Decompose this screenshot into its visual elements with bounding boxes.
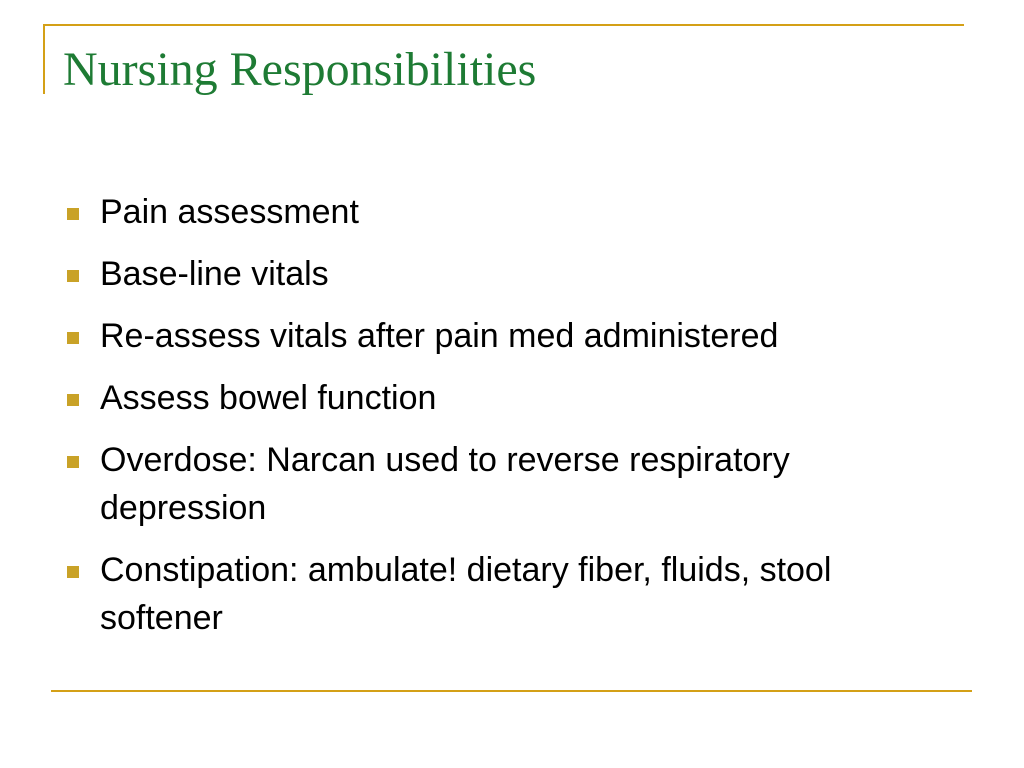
slide-title: Nursing Responsibilities <box>63 43 537 96</box>
bullet-item <box>62 250 962 298</box>
square-bullet-icon <box>67 332 79 344</box>
square-bullet-icon <box>67 270 79 282</box>
square-bullet-icon <box>67 566 79 578</box>
bullet-text: Re-assess vitals after pain med administered <box>100 317 779 355</box>
bullet-item <box>62 546 962 642</box>
square-bullet-icon <box>67 394 79 406</box>
left-rule <box>43 24 45 94</box>
bullet-item <box>62 188 962 236</box>
bullet-item <box>62 436 962 532</box>
bullet-text: Assess bowel function <box>100 379 437 417</box>
bullet-text: Pain assessment <box>100 193 359 231</box>
square-bullet-icon <box>67 208 79 220</box>
top-rule <box>43 24 964 26</box>
bullet-list <box>62 188 962 656</box>
bullet-item <box>62 374 962 422</box>
square-bullet-icon <box>67 456 79 468</box>
bullet-text: Constipation: ambulate! dietary fiber, fluids, stool softener <box>100 551 832 637</box>
bottom-rule <box>51 690 972 692</box>
bullet-text: Overdose: Narcan used to reverse respiratory depression <box>100 441 790 527</box>
bullet-text: Base-line vitals <box>100 255 329 293</box>
bullet-item <box>62 312 962 360</box>
